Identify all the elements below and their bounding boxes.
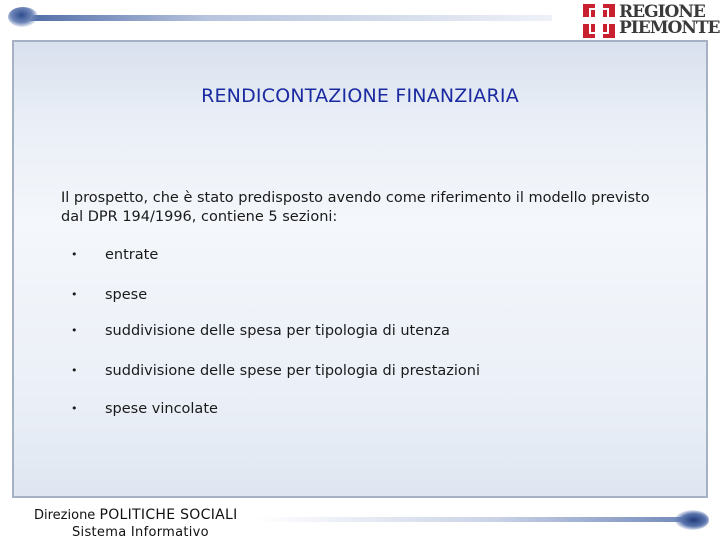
list-item — [0, 361, 600, 381]
footer-prefix: Direzione — [34, 508, 96, 523]
list-item — [0, 321, 600, 341]
top-bar-line — [22, 15, 552, 21]
bullet-icon: • — [71, 402, 78, 415]
intro-line-2: dal DPR 194/1996, contiene 5 sezioni: — [61, 209, 338, 225]
logo-shield-icon — [583, 4, 615, 38]
bullet-icon: • — [71, 364, 78, 377]
list-item-text: spese — [105, 287, 148, 303]
list-item-text: suddivisione delle spesa per tipologia di utenza — [105, 323, 450, 339]
bottom-bar-line — [255, 517, 695, 522]
top-bar-ball — [8, 7, 38, 27]
bullet-icon: • — [71, 248, 78, 261]
list-item — [0, 285, 600, 305]
regione-piemonte-logo — [583, 2, 720, 40]
bullet-icon: • — [71, 324, 78, 337]
logo-line-1: REGIONE — [619, 2, 705, 22]
footer-department-name: POLITICHE SOCIALI — [99, 507, 238, 523]
intro-line-1: Il prospetto, che è stato predisposto avendo come riferimento il modello previsto — [61, 190, 650, 206]
footer — [34, 507, 238, 540]
list-item-text: entrate — [105, 247, 159, 263]
logo-text — [619, 2, 720, 38]
list-item-text: suddivisione delle spese per tipologia di prestazioni — [105, 363, 481, 379]
footer-subtitle: Sistema Informativo — [72, 525, 209, 540]
bottom-decorative-bar — [255, 512, 715, 530]
top-decorative-bar — [8, 6, 553, 26]
logo-line-2: PIEMONTE — [619, 18, 720, 38]
slide-title: RENDICONTAZIONE FINANZIARIA — [201, 85, 519, 107]
list-item — [0, 245, 600, 265]
list-item — [0, 399, 600, 419]
content-panel — [12, 40, 708, 498]
bottom-bar-ball — [675, 510, 709, 530]
intro-paragraph — [61, 189, 681, 227]
list-item-text: spese vincolate — [105, 401, 218, 417]
bullet-icon: • — [71, 288, 78, 301]
